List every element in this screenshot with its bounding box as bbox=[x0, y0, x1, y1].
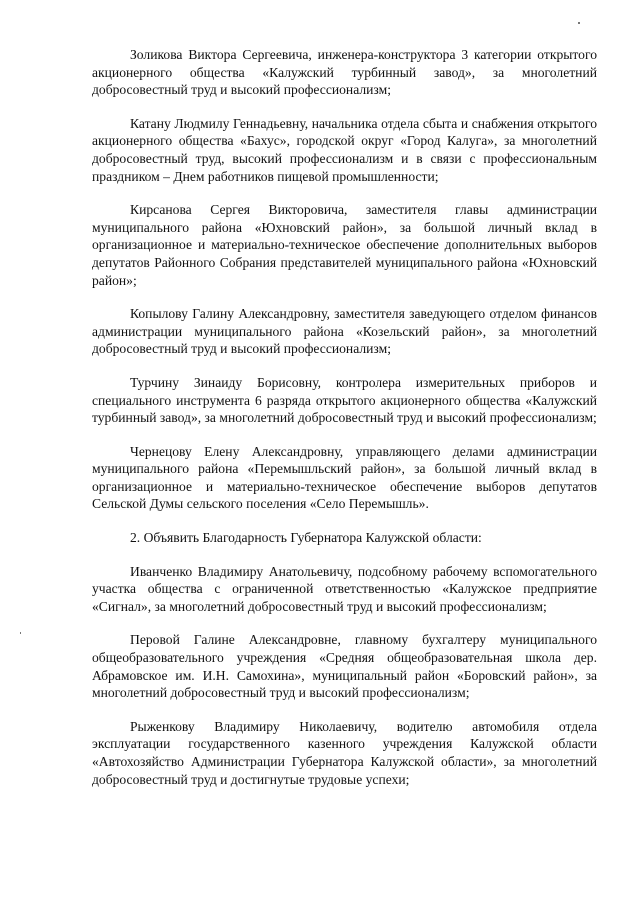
award-paragraph-kopylova: Копылову Галину Александровну, заместителя заведующего отделом финансов администрации муниципального района «Козельский район», за многолетний добросовестный труд и высокий профессионализм; bbox=[92, 306, 597, 357]
gratitude-paragraph-ryzhenkov: Рыженкову Владимиру Николаевичу, водителю автомобиля отдела эксплуатации государственного казенного учреждения Калужской области «Автохозяйство Администрации Губернатора Калужской области», за многолетний добросовестный труд и достигнутые трудовые успехи; bbox=[92, 718, 597, 787]
award-paragraph-zolikov: Золикова Виктора Сергеевича, инженера-конструктора 3 категории открытого акционерного общества «Калужский турбинный завод», за многолетний добросовестный труд и высокий профессионализм; bbox=[92, 47, 597, 98]
award-paragraph-katana: Катану Людмилу Геннадьевну, начальника отдела сбыта и снабжения открытого акционерного общества «Бахус», городской округ «Город Калуга», за многолетний добросовестный труд, высокий профессионализм и в связи с профессиональным праздником – Днем работников пищевой промышленности; bbox=[92, 115, 597, 184]
award-paragraph-turchina: Турчину Зинаиду Борисовну, контролера измерительных приборов и специального инструмента 6 разряда открытого акционерного общества «Калужский турбинный завод», за многолетний добросовестный труд и высокий профессионализм; bbox=[92, 374, 597, 426]
award-paragraph-kirsanov: Кирсанова Сергея Викторовича, заместителя главы администрации муниципального района «Юхновский район», за большой личный вклад в организационное и материально-техническое обеспечение дополнительных выборов депутатов Районного Собрания представителей муниципального района «Юхновский район»; bbox=[92, 202, 597, 288]
scan-speck bbox=[20, 632, 21, 634]
gratitude-paragraph-perova: Перовой Галине Александровне, главному бухгалтеру муниципального общеобразовательного учреждения «Средняя общеобразовательная школа дер. Абрамовское им. И.Н. Самохина», муниципальный район «Боровский район», за многолетний добросовестный труд и высокий профессионализм; bbox=[92, 632, 597, 701]
award-paragraph-chernetsova: Чернецову Елену Александровну, управляющего делами администрации муниципального района «Перемышльский район», за большой личный вклад в организационное и материально-техническое обеспечение выборов депутатов Сельской Думы сельского поселения «Село Перемышль». bbox=[92, 443, 597, 512]
document-body bbox=[92, 46, 597, 804]
gratitude-paragraph-ivanchenko: Иванченко Владимиру Анатольевичу, подсобному рабочему вспомогательного участка общества с ограниченной ответственностью «Калужское предприятие «Сигнал», за многолетний добросовестный труд и высокий профессионализм; bbox=[92, 563, 597, 614]
scan-speck bbox=[578, 22, 580, 24]
item-2-heading: 2. Объявить Благодарность Губернатора Калужской области: bbox=[130, 530, 482, 546]
